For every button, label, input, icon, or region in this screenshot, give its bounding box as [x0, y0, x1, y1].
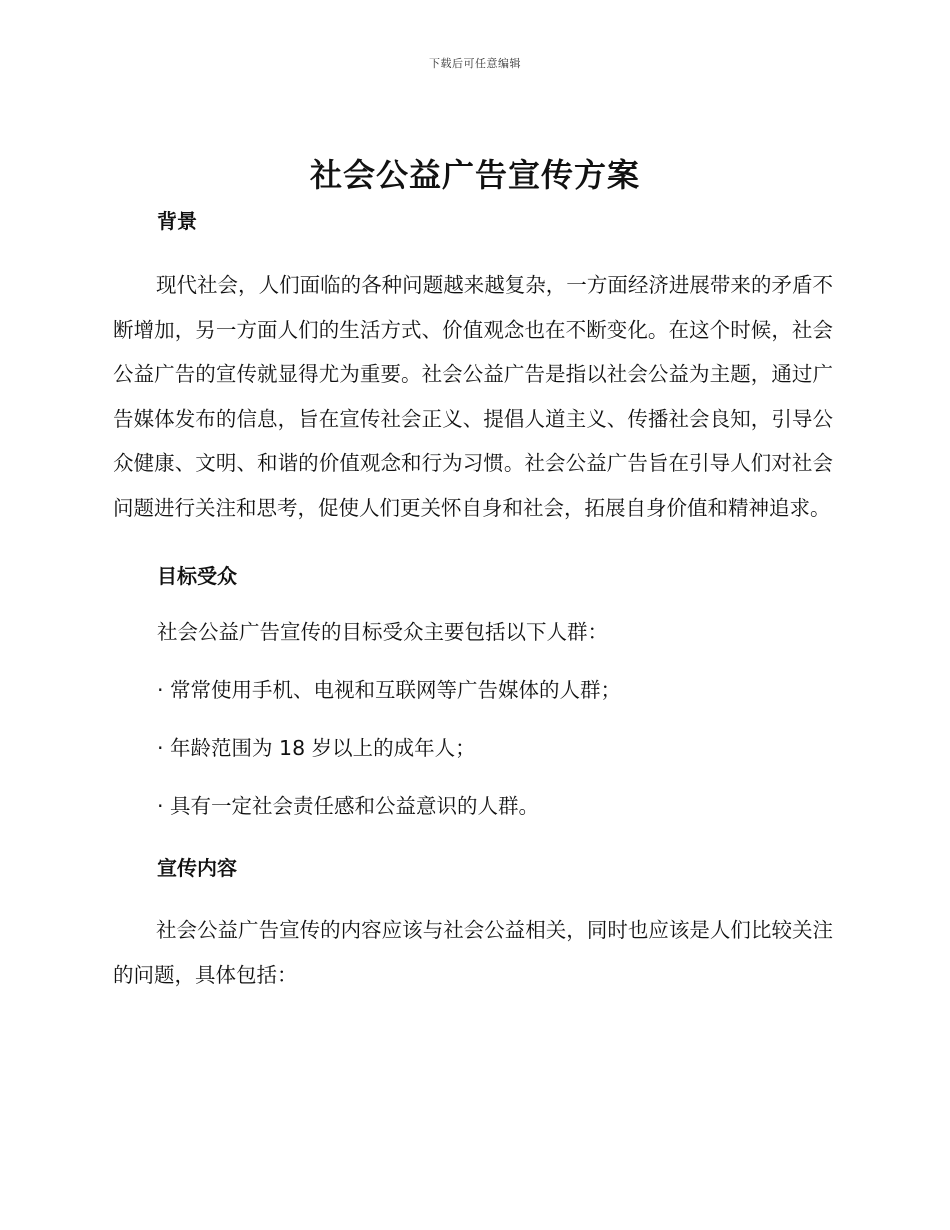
document-title: 社会公益广告宣传方案: [309, 156, 640, 194]
header-note: 下载后可任意编辑: [429, 57, 521, 70]
section-heading-audience: 目标受众: [157, 564, 237, 588]
audience-intro: 社会公益广告宣传的目标受众主要包括以下人群：: [157, 620, 608, 644]
audience-item: · 常常使用手机、电视和互联网等广告媒体的人群；: [157, 678, 622, 702]
background-paragraph: 现代社会，人们面临的各种问题越来越复杂，一方面经济进展带来的矛盾不断增加，另一方面人们的生活方式、价值观念也在不断变化。在这个时候，社会公益广告的宣传就显得尤为重要。社会公益广告是指以社会公益为主题，通过广告媒体发布的信息，旨在宣传社会正义、提倡人道主义、传播社会良知，引导公众健康、文明、和谐的价值观念和行为习惯。社会公益广告旨在引导人们对社会问题进行关注和思考，促使人们更关怀自身和社会，拓展自身价值和精神追求。: [113, 273, 833, 520]
content-paragraph: 社会公益广告宣传的内容应该与社会公益相关，同时也应该是人们比较关注的问题，具体包括：: [113, 918, 833, 987]
section-heading-background: 背景: [157, 209, 197, 233]
section-heading-content: 宣传内容: [157, 856, 237, 880]
audience-item: · 具有一定社会责任感和公益意识的人群。: [157, 794, 540, 818]
audience-item: · 年龄范围为 18 岁以上的成年人；: [157, 736, 476, 760]
document-body: [113, 205, 833, 997]
